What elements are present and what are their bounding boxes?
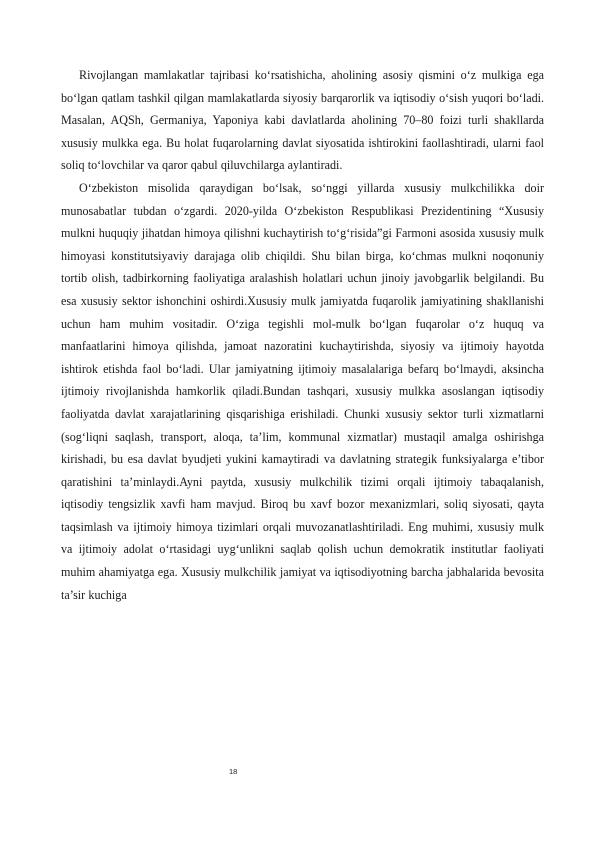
paragraph-1: Rivojlangan mamlakatlar tajribasi ko‘rsatishicha, aholining asosiy qismini o‘z mulkiga ega bo‘lgan qatlam tashkil qilgan mamlakatlarda siyosiy barqarorlik va iqtisodiy o‘sish yuqori bo‘ladi. Masalan, AQSh, Germaniya, Yaponiya kabi davlatlarda aholining 70–80 foizi turli shakllarda xususiy mulkka ega. Bu holat fuqarolarning davlat siyosatida ishtirokini faollashtiradi, ularni faol soliq to‘lovchilar va qaror qabul qiluvchilarga aylantiradi. bbox=[61, 68, 544, 173]
document-page bbox=[61, 64, 544, 606]
paragraph-2: O‘zbekiston misolida qaraydigan bo‘lsak, so‘nggi yillarda xususiy mulkchilikka doir munosabatlar tubdan o‘zgardi. 2020-yilda O‘zbekiston Respublikasi Prezidentining “Xususiy mulkni huquqiy jihatdan himoya qilishni kuchaytirish to‘g‘risida”gi Farmoni asosida xususiy mulk himoyasi konstitutsiyaviy darajaga olib chiqildi. Shu bilan birga, ko‘chmas mulkni noqonuniy tortib olish, tadbirkorning faoliyatiga aralashish holatlari uchun jinoiy javobgarlik belgilandi. Bu esa xususiy sektor ishonchini oshirdi.Xususiy mulk jamiyatda fuqarolik jamiyatining shakllanishi uchun ham muhim vositadir. O‘ziga tegishli mol-mulk bo‘lgan fuqarolar o‘z huquq va manfaatlarini himoya qilishda, jamoat nazoratini kuchaytirishda, siyosiy va ijtimoiy hayotda ishtirok etishda faol bo‘ladi. Ular jamiyatning ijtimoiy masalalariga befarq bo‘lmaydi, aksincha ijtimoiy rivojlanishda hamkorlik qiladi.Bundan tashqari, xususiy mulkka asoslangan iqtisodiy faoliyatda davlat xarajatlarining qisqarishiga erishiladi. Chunki xususiy sektor turli xizmatlarni (sog‘liqni saqlash, transport, aloqa, ta’lim, kommunal xizmatlar) mustaqil amalga oshirishga kirishadi, bu esa davlat byudjeti yukini kamaytiradi va davlatning strategik funksiyalarga e’tibor qaratishini ta’minlaydi.Ayni paytda, xususiy mulkchilik tizimi orqali ijtimoiy tabaqalanish, iqtisodiy tengsizlik xavfi ham mavjud. Biroq bu xavf bozor mexanizmlari, soliq siyosati, qayta taqsimlash va ijtimoiy himoya tizimlari orqali muvozanatlashtiriladi. Eng muhimi, xususiy mulk va ijtimoiy adolat o‘rtasidagi uyg‘unlikni saqlab qolish uchun demokratik institutlar faoliyati muhim ahamiyatga ega. Xususiy mulkchilik jamiyat va iqtisodiyotning barcha jabhalarida bevosita ta’sir kuchiga bbox=[61, 180, 544, 602]
page-number: 18 bbox=[229, 767, 238, 776]
